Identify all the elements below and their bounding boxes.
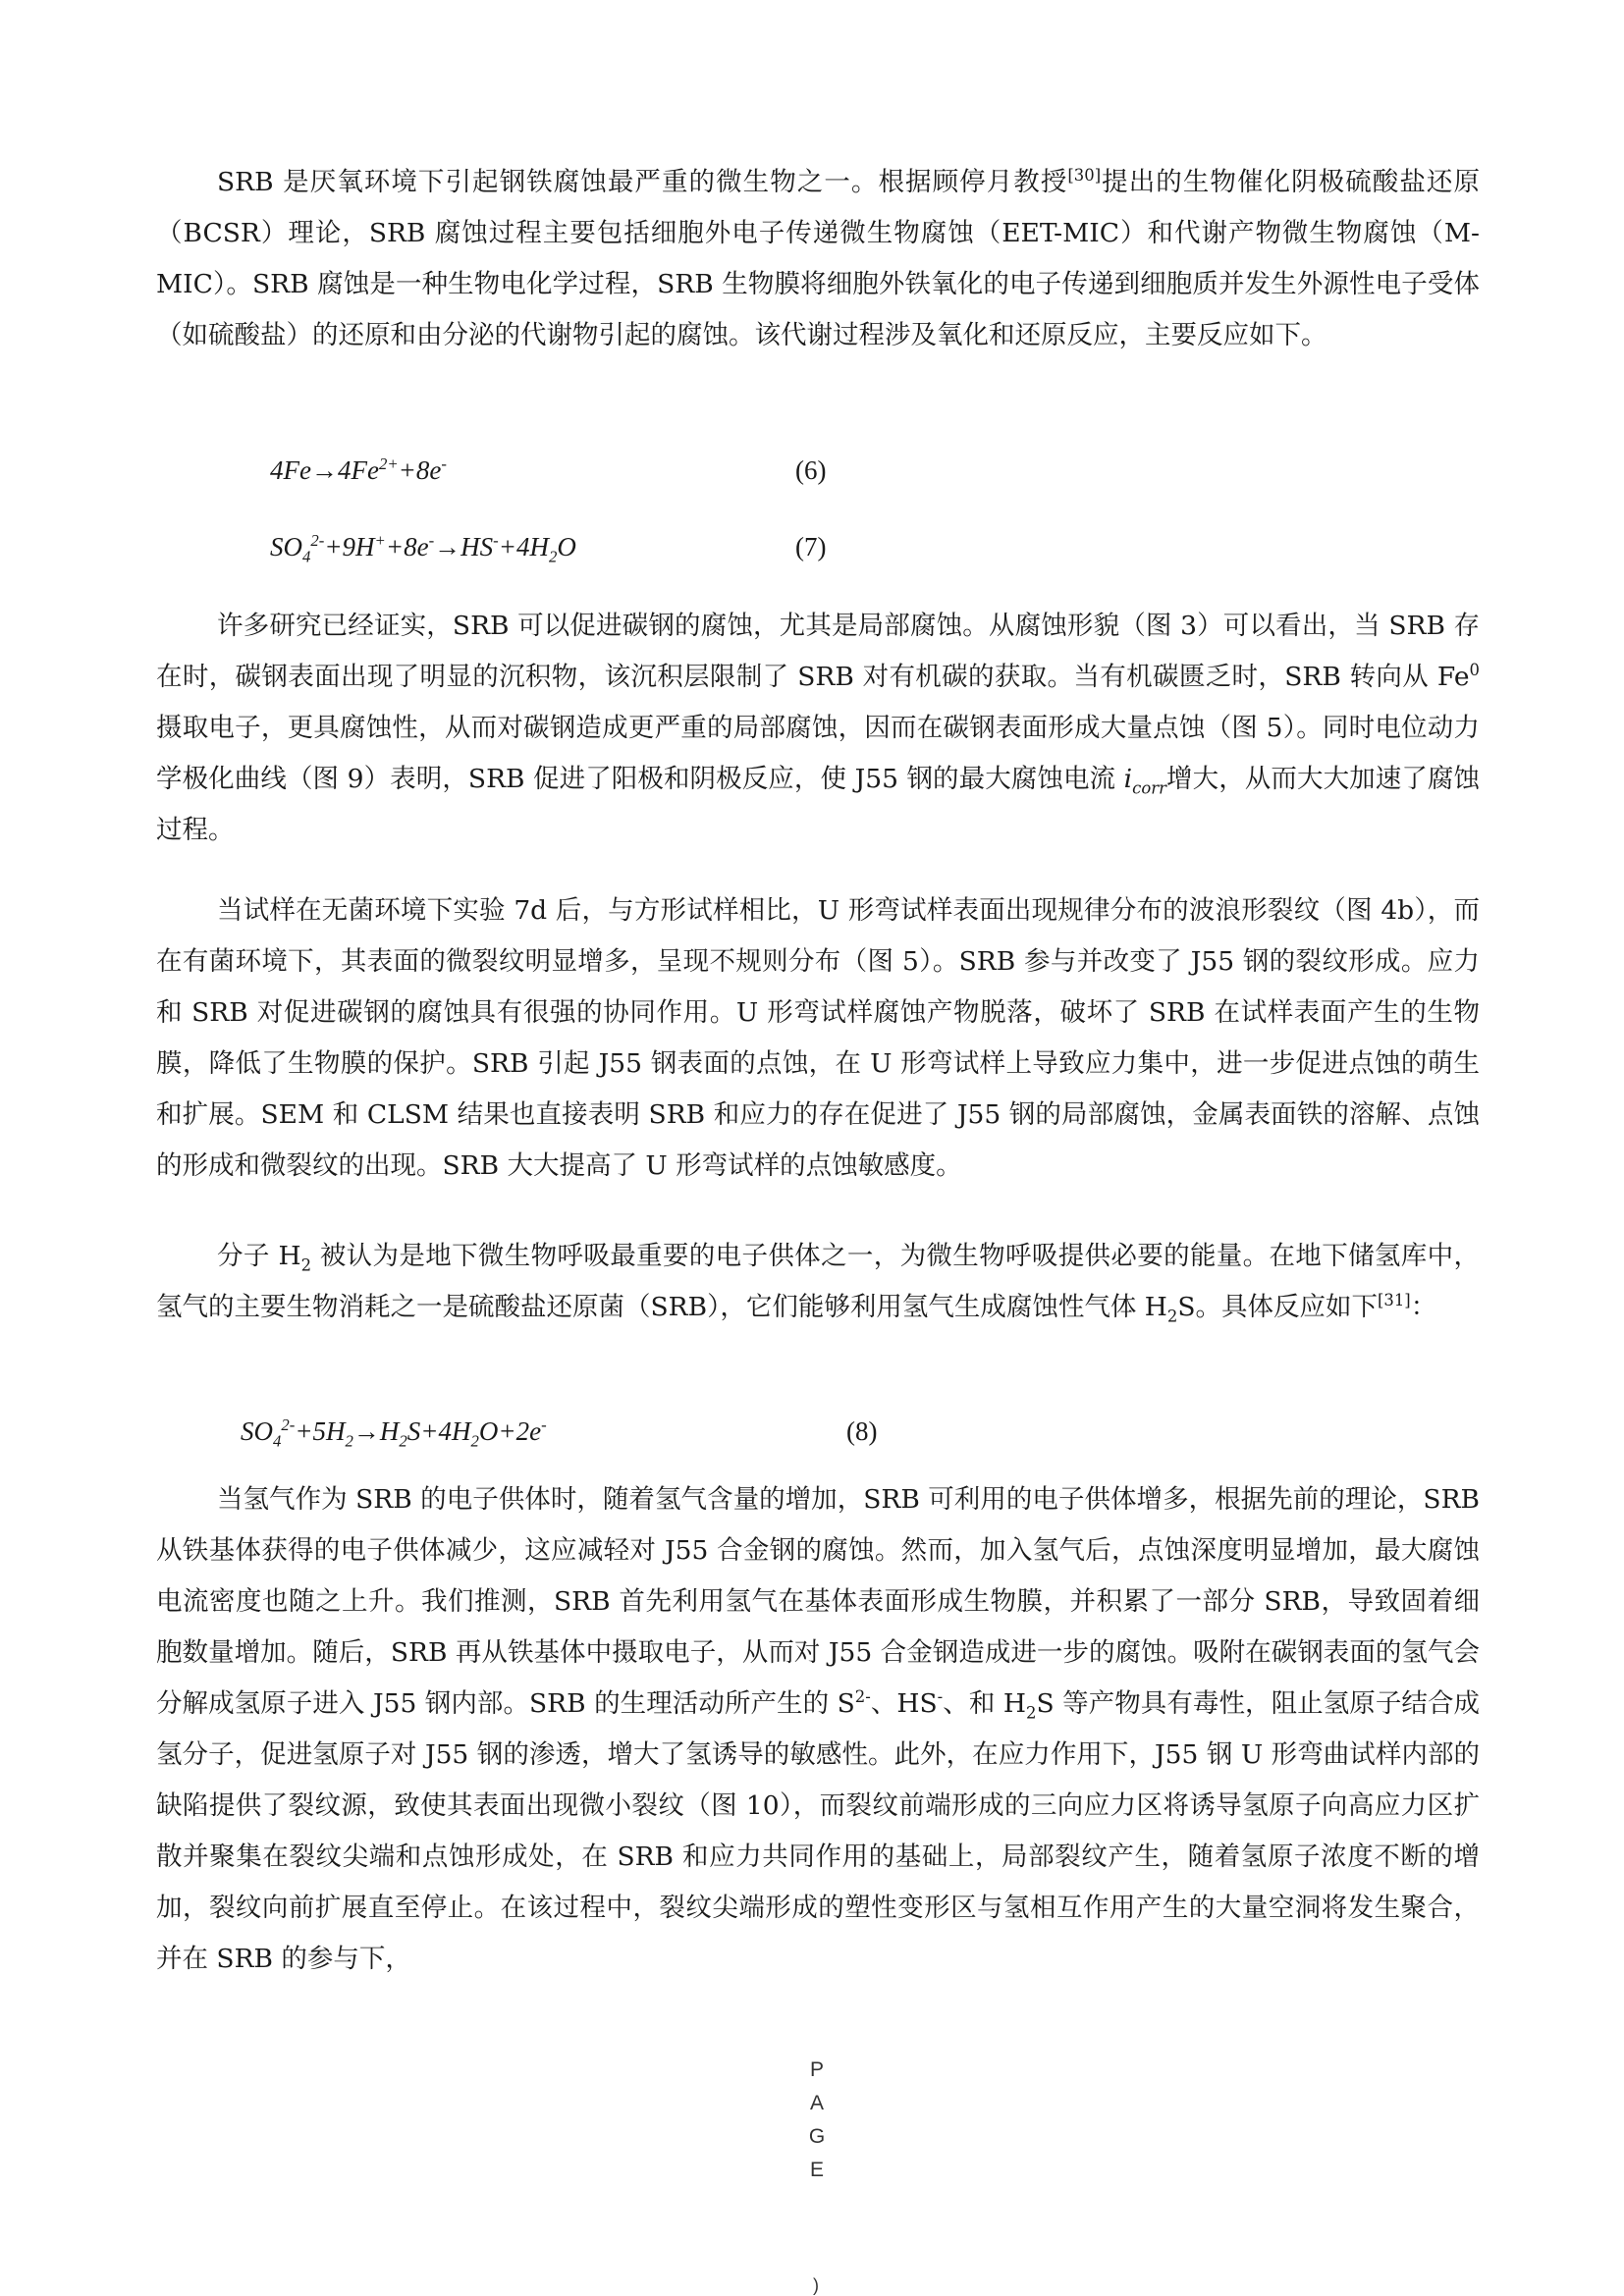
equation-7: $SO_4^{2-}+9H^++8e^-\to HS^-+4H_2O$ [270, 531, 576, 566]
paragraph-1 [156, 157, 1480, 361]
paragraph-3: 当试样在无菌环境下实验 7d 后，与方形试样相比，U 形弯试样表面出现规律分布的波浪形裂纹（图 4b），而在有菌环境下，其表面的微裂纹明显增多，呈现不规则分布（图 5）。SRB 参与并改变了 J55 钢的裂纹形成。应力和 SRB 对促进碳钢的腐蚀具有很强的协同作用。U 形弯试样腐蚀产物脱落，破坏了 SRB 在试样表面产生的生物膜，降低了生物膜的保护。SRB 引起 J55 钢表面的点蚀，在 U 形弯试样上导致应力集中，进一步促进点蚀的萌生和扩展。SEM 和 CLSM 结果也直接表明 SRB 和应力的存在促进了 J55 钢的局部腐蚀，金属表面铁的溶解、点蚀的形成和微裂纹的出现。SRB 大大提高了 U 形弯试样的点蚀敏感度。 [156, 895, 1480, 1181]
text: S。具体反应如下 [1177, 1292, 1378, 1322]
text: 分子 H [217, 1241, 301, 1271]
page-footer [807, 2054, 827, 2187]
subscript: 2 [300, 1255, 312, 1275]
equation-6: $4Fe\to 4Fe^{2+}+8e^-$ [270, 454, 447, 485]
superscript: 2- [854, 1687, 871, 1707]
footer-letter: A [809, 2092, 824, 2114]
paragraph-4 [156, 1231, 1480, 1333]
superscript: - [937, 1687, 944, 1707]
subscript: 2 [1166, 1307, 1178, 1326]
text: 许多研究已经证实，SRB 可以促进碳钢的腐蚀，尤其是局部腐蚀。从腐蚀形貌（图 3）可以看出，当 SRB 存在时，碳钢表面出现了明显的沉积物，该沉积层限制了 SRB 对有机碳的获取。当有机碳匮乏时，SRB 转向从 Fe [156, 611, 1480, 692]
text: 摄取电子，更具腐蚀性，从而对碳钢造成更严重的局部腐蚀，因而在碳钢表面形成大量点蚀（图 5）。同时电位动力学极化曲线（图 9）表明，SRB 促进了阳极和阴极反应，使 J55 钢的最大腐蚀电流 [156, 713, 1480, 794]
subscript: corr [1132, 778, 1166, 798]
text: 增大，从而大大加速了腐蚀过程。 [156, 764, 1481, 845]
italic-symbol: i [1123, 764, 1133, 794]
equation-number: (8) [846, 1416, 878, 1446]
equation-number: (6) [795, 455, 827, 485]
text: 当氢气作为 SRB 的电子供体时，随着氢气含量的增加，SRB 可利用的电子供体增多，根据先前的理论，SRB 从铁基体获得的电子供体减少，这应减轻对 J55 合金钢的腐蚀。然而，加入氢气后，点蚀深度明显增加，最大腐蚀电流密度也随之上升。我们推测，SRB 首先利用氢气在基体表面形成生物膜，并积累了一部分 SRB，导致固着细胞数量增加。随后，SRB 再从铁基体中摄取电子，从而对 J55 合金钢造成进一步的腐蚀。吸附在碳钢表面的氢气会分解成氢原子进入 J55 钢内部。SRB 的生理活动所产生的 S [156, 1484, 1480, 1719]
text: S 等产物具有毒性，阻止氢原子结合成氢分子，促进氢原子对 J55 钢的渗透，增大了氢诱导的敏感性。此外，在应力作用下，J55 钢 U 形弯曲试样内部的缺陷提供了裂纹源，致使其表面出现微小裂纹（图 10），而裂纹前端形成的三向应力区将诱导氢原子向高应力区扩散并聚集在裂纹尖端和点蚀形成处，在 SRB 和应力共同作用的基础上，局部裂纹产生，随着氢原子浓度不断的增加，裂纹向前扩展直至停止。在该过程中，裂纹尖端形成的塑性变形区与氢相互作用产生的大量空洞将发生聚合，并在 SRB 的参与下， [156, 1688, 1481, 1974]
equation-8: $SO_4^{2-}+5H_2\to H_2S+4H_2O+2e^-$ [241, 1415, 547, 1451]
citation-ref: [31] [1377, 1291, 1411, 1310]
footer-tail: ) [813, 2275, 819, 2295]
footer-letter: E [809, 2159, 824, 2181]
text: 、和 H [943, 1688, 1027, 1719]
citation-ref: [30] [1067, 166, 1102, 186]
equation-number: (7) [795, 532, 827, 561]
paragraph-5 [156, 1474, 1480, 1985]
subscript: 2 [1026, 1703, 1037, 1723]
footer-letter: P [809, 2058, 824, 2081]
footer-letter: G [808, 2125, 826, 2148]
text: 被认为是地下微生物呼吸最重要的电子供体之一，为微生物呼吸提供必要的能量。在地下储氢库中，氢气的主要生物消耗之一是硫酸盐还原菌（SRB），它们能够利用氢气生成腐蚀性气体 H [156, 1241, 1480, 1322]
superscript: 0 [1469, 661, 1480, 680]
text: 、HS [870, 1688, 938, 1719]
text: SRB 是厌氧环境下引起钢铁腐蚀最严重的微生物之一。根据顾停月教授 [217, 167, 1068, 197]
paragraph-2 [156, 601, 1480, 856]
text: ： [1410, 1292, 1437, 1322]
text: 提出的生物催化阴极硫酸盐还原（BCSR）理论，SRB 腐蚀过程主要包括细胞外电子传递微生物腐蚀（EET-MIC）和代谢产物微生物腐蚀（M-MIC）。SRB 腐蚀是一种生物电化学过程，SRB 生物膜将细胞外铁氧化的电子传递到细胞质并发生外源性电子受体（如硫酸盐）的还原和由分泌的代谢物引起的腐蚀。该代谢过程涉及氧化和还原反应，主要反应如下。 [156, 167, 1480, 350]
